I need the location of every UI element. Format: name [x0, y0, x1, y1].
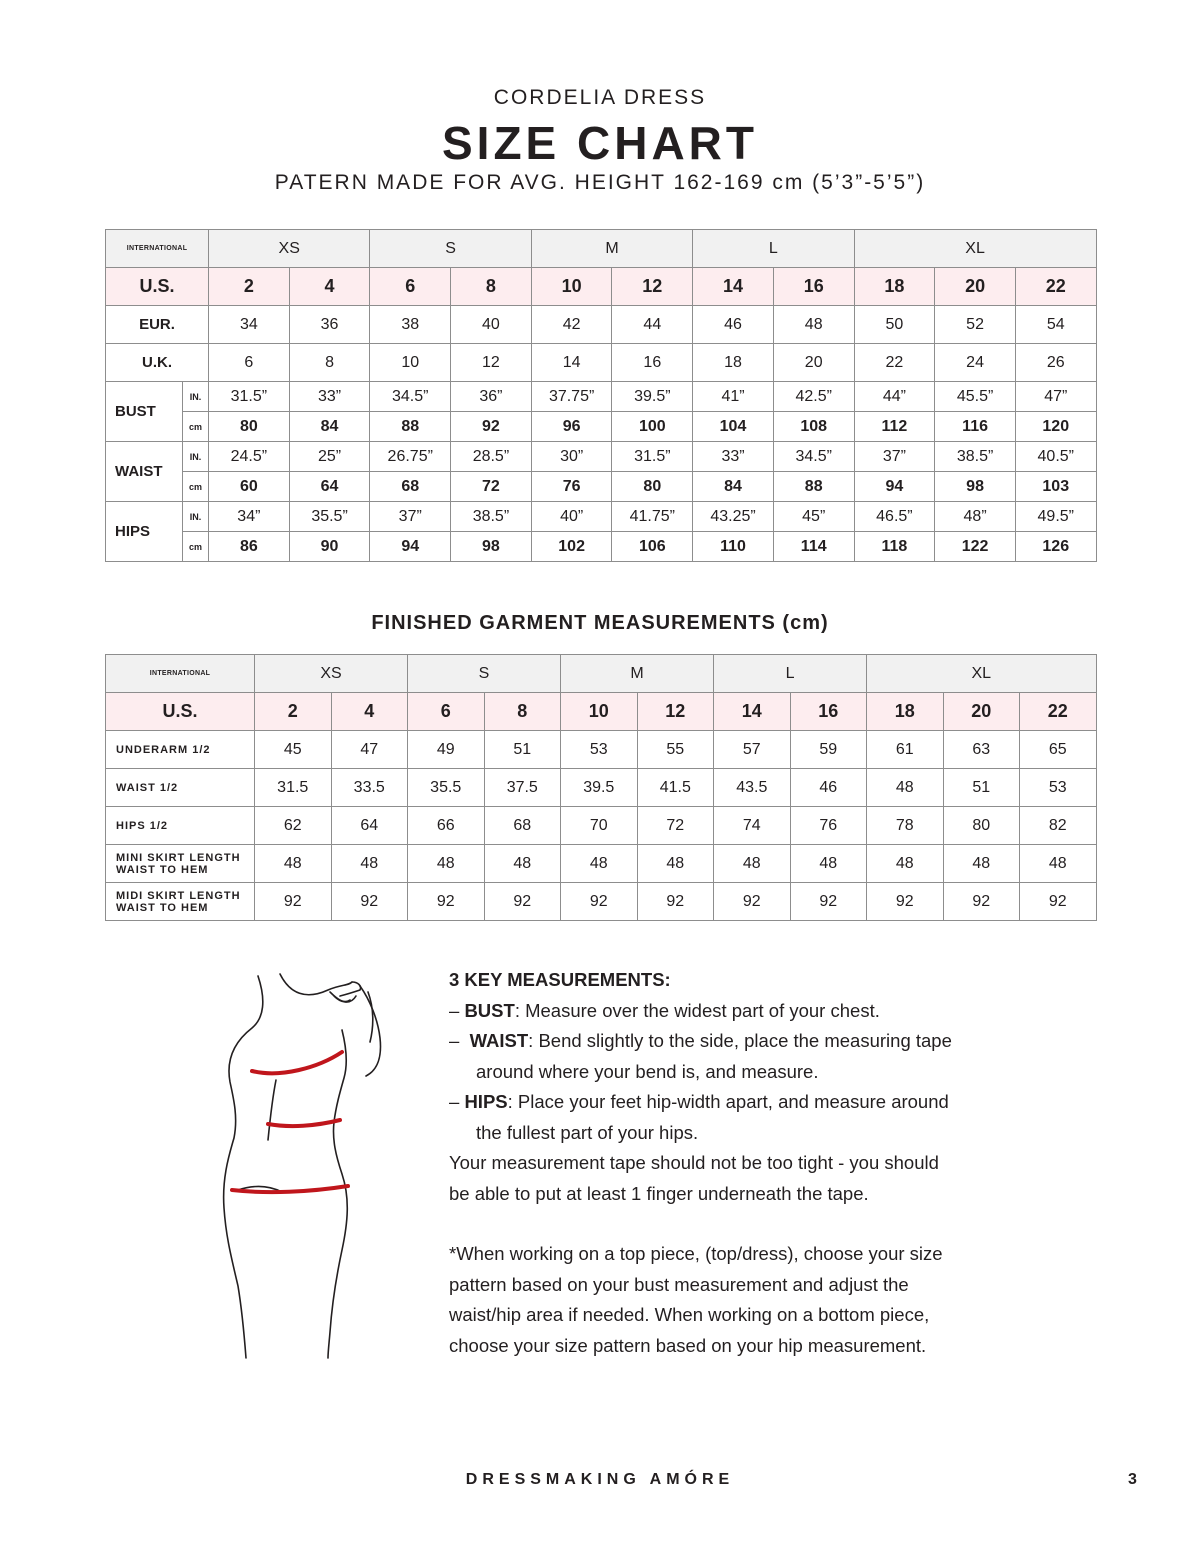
waist-inches-cell: 28.5”	[451, 442, 532, 472]
us-size-cell: 12	[637, 693, 714, 731]
us-size-cell: 8	[484, 693, 561, 731]
eur-size-cell: 44	[612, 306, 693, 344]
bust-inches-cell: 41”	[693, 382, 774, 412]
unit-inches-label: IN.	[183, 502, 209, 532]
garment-measurement-cell: 92	[561, 883, 638, 921]
us-size-cell: 6	[408, 693, 485, 731]
bust-label: BUST	[106, 382, 183, 442]
unit-cm-label: cm	[183, 412, 209, 442]
bust-inches-cell: 45.5”	[935, 382, 1016, 412]
hips-inches-cell: 48”	[935, 502, 1016, 532]
garment-measurement-row	[106, 845, 1097, 883]
eur-size-cell: 34	[209, 306, 290, 344]
us-size-cell: 14	[693, 268, 774, 306]
eur-size-cell: 48	[773, 306, 854, 344]
garment-measurement-cell: 53	[1020, 769, 1097, 807]
garment-measurement-cell: 55	[637, 731, 714, 769]
us-size-cell: 18	[854, 268, 935, 306]
hips-cm-cell: 118	[854, 532, 935, 562]
garment-measurement-cell: 80	[943, 807, 1020, 845]
bust-inches-cell: 39.5”	[612, 382, 693, 412]
us-size-cell: 20	[943, 693, 1020, 731]
waist-text: : Bend slightly to the side, place the measuring tape	[528, 1030, 952, 1051]
uk-size-cell: 8	[289, 344, 370, 382]
garment-measurement-cell: 33.5	[331, 769, 408, 807]
bust-cm-cell: 116	[935, 412, 1016, 442]
hips-text: : Place your feet hip-width apart, and measure around	[507, 1091, 949, 1112]
garment-measurement-cell: 48	[790, 845, 867, 883]
uk-size-cell: 6	[209, 344, 290, 382]
bust-cm-cell: 84	[289, 412, 370, 442]
hips-cm-cell: 98	[451, 532, 532, 562]
bust-cm-cell: 120	[1015, 412, 1096, 442]
hips-cm-cell: 106	[612, 532, 693, 562]
international-label: INTERNATIONAL	[106, 230, 209, 268]
body-outline	[224, 974, 381, 1358]
garment-measurement-cell: 48	[484, 845, 561, 883]
international-size-cell: L	[714, 655, 867, 693]
garment-measurement-label-line: MIDI SKIRT LENGTH	[116, 889, 241, 902]
waist-cm-cell: 68	[370, 472, 451, 502]
international-size-cell: XL	[854, 230, 1096, 268]
bust-tape	[252, 1052, 342, 1073]
bust-cm-cell: 80	[209, 412, 290, 442]
garment-measurement-cell: 92	[943, 883, 1020, 921]
bust-cm-cell: 108	[773, 412, 854, 442]
uk-size-cell: 24	[935, 344, 1016, 382]
eur-label: EUR.	[106, 306, 209, 344]
bust-text: : Measure over the widest part of your chest.	[514, 999, 880, 1021]
bust-cm-cell: 104	[693, 412, 774, 442]
waist-inches-cell: 25”	[289, 442, 370, 472]
uk-size-cell: 14	[531, 344, 612, 382]
waist-label: WAIST	[106, 442, 183, 502]
waist-cm-cell: 88	[773, 472, 854, 502]
garment-us-size-row	[106, 693, 1097, 731]
hips-inches-cell: 45”	[773, 502, 854, 532]
garment-measurement-cell: 92	[484, 883, 561, 921]
hips-inches-cell: 34”	[209, 502, 290, 532]
waist-inches-cell: 38.5”	[935, 442, 1016, 472]
hips-text-continued: the fullest part of your hips.	[476, 1121, 699, 1143]
tape-note-line-1: Your measurement tape should not be too tight - you should	[449, 1152, 939, 1173]
garment-measurements-table	[105, 654, 1097, 921]
garment-measurement-label-line: MINI SKIRT LENGTH	[116, 851, 241, 864]
garment-measurement-cell: 49	[408, 731, 485, 769]
bust-inches-cell: 42.5”	[773, 382, 854, 412]
unit-inches-label: IN.	[183, 382, 209, 412]
us-size-cell: 4	[331, 693, 408, 731]
bust-cm-cell: 96	[531, 412, 612, 442]
document-title: SIZE CHART	[442, 117, 758, 169]
uk-size-cell: 12	[451, 344, 532, 382]
garment-measurement-cell: 48	[867, 845, 944, 883]
waist-inches-cell: 34.5”	[773, 442, 854, 472]
waist-cm-cell: 103	[1015, 472, 1096, 502]
international-size-cell: XS	[209, 230, 370, 268]
hips-inches-cell: 41.75”	[612, 502, 693, 532]
garment-measurement-cell: 92	[255, 883, 332, 921]
waist-text-continued: around where your bend is, and measure.	[476, 1060, 819, 1082]
garment-measurement-label-line: WAIST 1/2	[116, 781, 179, 794]
garment-measurement-cell: 92	[331, 883, 408, 921]
hips-cm-cell: 90	[289, 532, 370, 562]
garment-measurement-cell: 48	[714, 845, 791, 883]
bust-inches-cell: 33”	[289, 382, 370, 412]
us-size-cell: 10	[531, 268, 612, 306]
bust-inches-cell: 36”	[451, 382, 532, 412]
international-size-cell: M	[561, 655, 714, 693]
eur-size-cell: 52	[935, 306, 1016, 344]
hips-cm-cell: 94	[370, 532, 451, 562]
waist-inches-cell: 40.5”	[1015, 442, 1096, 472]
hips-inches-cell: 38.5”	[451, 502, 532, 532]
hips-cm-cell: 114	[773, 532, 854, 562]
bust-inches-cell: 31.5”	[209, 382, 290, 412]
hips-cm-cell: 110	[693, 532, 774, 562]
garment-measurement-cell: 46	[790, 769, 867, 807]
eur-size-row	[106, 306, 1097, 344]
garment-measurement-cell: 47	[331, 731, 408, 769]
garment-measurement-label-line: UNDERARM 1/2	[116, 743, 211, 756]
garment-measurement-cell: 70	[561, 807, 638, 845]
uk-label: U.K.	[106, 344, 209, 382]
garment-measurement-label	[106, 807, 255, 845]
eur-size-cell: 46	[693, 306, 774, 344]
hips-inches-cell: 37”	[370, 502, 451, 532]
us-label: U.S.	[106, 268, 209, 306]
bust-cm-cell: 92	[451, 412, 532, 442]
size-note-line-3: waist/hip area if needed. When working on a bottom piece,	[449, 1304, 930, 1325]
garment-measurement-cell: 92	[1020, 883, 1097, 921]
page-number: 3	[1128, 1471, 1137, 1488]
uk-size-cell: 16	[612, 344, 693, 382]
garment-measurement-cell: 48	[943, 845, 1020, 883]
size-note-line-1: *When working on a top piece, (top/dress), choose your size	[449, 1243, 943, 1264]
uk-size-cell: 22	[854, 344, 935, 382]
hips-inches-row	[106, 502, 1097, 532]
garment-measurement-cell: 53	[561, 731, 638, 769]
uk-size-cell: 10	[370, 344, 451, 382]
hips-inches-cell: 49.5”	[1015, 502, 1096, 532]
international-label: INTERNATIONAL	[106, 655, 255, 693]
garment-measurement-cell: 59	[790, 731, 867, 769]
garment-measurement-cell: 35.5	[408, 769, 485, 807]
international-size-row	[106, 230, 1097, 268]
garment-measurement-cell: 43.5	[714, 769, 791, 807]
garment-measurement-label-line: WAIST TO HEM	[116, 863, 209, 876]
us-size-cell: 6	[370, 268, 451, 306]
bust-cm-cell: 112	[854, 412, 935, 442]
garment-measurement-cell: 39.5	[561, 769, 638, 807]
bust-inches-row	[106, 382, 1097, 412]
international-size-cell: S	[408, 655, 561, 693]
international-size-cell: XS	[255, 655, 408, 693]
eur-size-cell: 38	[370, 306, 451, 344]
international-size-cell: S	[370, 230, 531, 268]
hips-inches-cell: 40”	[531, 502, 612, 532]
garment-measurement-cell: 72	[637, 807, 714, 845]
garment-measurement-label	[106, 769, 255, 807]
waist-inches-cell: 33”	[693, 442, 774, 472]
us-size-cell: 12	[612, 268, 693, 306]
garment-measurement-cell: 92	[867, 883, 944, 921]
waist-inches-cell: 37”	[854, 442, 935, 472]
garment-measurement-row	[106, 883, 1097, 921]
eur-size-cell: 42	[531, 306, 612, 344]
us-label: U.S.	[106, 693, 255, 731]
garment-international-size-row	[106, 655, 1097, 693]
hips-cm-cell: 102	[531, 532, 612, 562]
garment-measurement-row	[106, 807, 1097, 845]
uk-size-cell: 20	[773, 344, 854, 382]
international-size-cell: M	[531, 230, 692, 268]
body-size-table	[105, 229, 1097, 562]
waist-cm-cell: 72	[451, 472, 532, 502]
bust-inches-cell: 47”	[1015, 382, 1096, 412]
footer-brand: DRESSMAKING AMÓRE	[465, 1471, 735, 1488]
garment-measurement-cell: 41.5	[637, 769, 714, 807]
garment-measurement-cell: 51	[484, 731, 561, 769]
waist-cm-cell: 98	[935, 472, 1016, 502]
hips-term: HIPS	[464, 1091, 508, 1112]
hips-cm-cell: 122	[935, 532, 1016, 562]
us-size-cell: 8	[451, 268, 532, 306]
hips-instruction: – HIPS: Place your feet hip-width apart, and measure around	[449, 1091, 949, 1112]
waist-inches-cell: 30”	[531, 442, 612, 472]
garment-measurement-cell: 48	[255, 845, 332, 883]
garment-measurement-cell: 63	[943, 731, 1020, 769]
size-note-line-4: choose your size pattern based on your hip measurement.	[449, 1334, 927, 1356]
unit-cm-label: cm	[183, 532, 209, 562]
hips-inches-cell: 46.5”	[854, 502, 935, 532]
garment-measurement-cell: 48	[408, 845, 485, 883]
garment-measurement-cell: 62	[255, 807, 332, 845]
measuring-tapes	[232, 1052, 348, 1192]
size-note-line-2: pattern based on your bust measurement and adjust the	[449, 1273, 909, 1295]
waist-instruction: – WAIST: Bend slightly to the side, place the measuring tape	[449, 1030, 952, 1051]
us-size-cell: 22	[1015, 268, 1096, 306]
us-size-cell: 14	[714, 693, 791, 731]
eur-size-cell: 40	[451, 306, 532, 344]
us-size-cell: 4	[289, 268, 370, 306]
garment-section-title: FINISHED GARMENT MEASUREMENTS (cm)	[371, 612, 829, 634]
garment-measurement-cell: 48	[331, 845, 408, 883]
garment-measurement-cell: 74	[714, 807, 791, 845]
hips-inches-cell: 43.25”	[693, 502, 774, 532]
hips-cm-row	[106, 532, 1097, 562]
garment-measurement-cell: 45	[255, 731, 332, 769]
hips-cm-cell: 86	[209, 532, 290, 562]
unit-inches-label: IN.	[183, 442, 209, 472]
garment-measurement-cell: 48	[637, 845, 714, 883]
garment-measurement-label-line: HIPS 1/2	[116, 819, 169, 832]
garment-measurement-cell: 48	[867, 769, 944, 807]
unit-cm-label: cm	[183, 472, 209, 502]
waist-cm-cell: 60	[209, 472, 290, 502]
bust-term: BUST	[464, 999, 515, 1021]
garment-measurement-cell: 66	[408, 807, 485, 845]
garment-measurement-cell: 68	[484, 807, 561, 845]
key-measurements-title: 3 KEY MEASUREMENTS:	[449, 969, 671, 990]
garment-measurement-cell: 31.5	[255, 769, 332, 807]
waist-cm-row	[106, 472, 1097, 502]
garment-measurement-cell: 65	[1020, 731, 1097, 769]
garment-measurement-cell: 92	[714, 883, 791, 921]
bust-inches-cell: 44”	[854, 382, 935, 412]
waist-cm-cell: 94	[854, 472, 935, 502]
garment-measurement-label	[106, 731, 255, 769]
waist-cm-cell: 80	[612, 472, 693, 502]
us-size-cell: 16	[790, 693, 867, 731]
garment-measurement-cell: 92	[408, 883, 485, 921]
garment-measurement-cell: 57	[714, 731, 791, 769]
us-size-cell: 22	[1020, 693, 1097, 731]
garment-measurement-cell: 48	[561, 845, 638, 883]
garment-measurement-cell: 82	[1020, 807, 1097, 845]
eur-size-cell: 54	[1015, 306, 1096, 344]
bust-instruction: – BUST: Measure over the widest part of your chest.	[449, 999, 880, 1021]
waist-inches-cell: 24.5”	[209, 442, 290, 472]
garment-measurement-cell: 48	[1020, 845, 1097, 883]
us-size-row	[106, 268, 1097, 306]
garment-measurement-cell: 64	[331, 807, 408, 845]
garment-measurement-row	[106, 769, 1097, 807]
waist-cm-cell: 84	[693, 472, 774, 502]
us-size-cell: 20	[935, 268, 1016, 306]
height-note: PATERN MADE FOR AVG. HEIGHT 162-169 cm (5’3”-5’5”)	[274, 171, 926, 194]
us-size-cell: 16	[773, 268, 854, 306]
uk-size-row	[106, 344, 1097, 382]
us-size-cell: 2	[209, 268, 290, 306]
uk-size-cell: 26	[1015, 344, 1096, 382]
bust-cm-cell: 100	[612, 412, 693, 442]
document-subtitle: CORDELIA DRESS	[493, 86, 707, 109]
bust-cm-cell: 88	[370, 412, 451, 442]
garment-measurement-cell: 37.5	[484, 769, 561, 807]
us-size-cell: 2	[255, 693, 332, 731]
garment-measurement-cell: 61	[867, 731, 944, 769]
waist-tape	[268, 1120, 340, 1126]
garment-measurement-label	[106, 845, 255, 883]
waist-inches-cell: 31.5”	[612, 442, 693, 472]
international-size-cell: XL	[867, 655, 1097, 693]
bust-cm-row	[106, 412, 1097, 442]
hips-cm-cell: 126	[1015, 532, 1096, 562]
international-size-cell: L	[693, 230, 854, 268]
body-figure-illustration	[210, 960, 400, 1360]
garment-measurement-cell: 92	[637, 883, 714, 921]
us-size-cell: 18	[867, 693, 944, 731]
uk-size-cell: 18	[693, 344, 774, 382]
key-measurements-section	[449, 965, 1009, 1361]
garment-measurement-label	[106, 883, 255, 921]
eur-size-cell: 50	[854, 306, 935, 344]
waist-term: WAIST	[469, 1030, 529, 1051]
waist-inches-row	[106, 442, 1097, 472]
garment-measurement-cell: 92	[790, 883, 867, 921]
bust-inches-cell: 37.75”	[531, 382, 612, 412]
garment-measurement-cell: 78	[867, 807, 944, 845]
waist-inches-cell: 26.75”	[370, 442, 451, 472]
garment-measurement-cell: 51	[943, 769, 1020, 807]
garment-measurement-row	[106, 731, 1097, 769]
garment-measurement-label-line: WAIST TO HEM	[116, 901, 209, 914]
garment-measurement-cell: 76	[790, 807, 867, 845]
bust-inches-cell: 34.5”	[370, 382, 451, 412]
us-size-cell: 10	[561, 693, 638, 731]
tape-note-line-2: be able to put at least 1 finger underneath the tape.	[449, 1182, 869, 1204]
eur-size-cell: 36	[289, 306, 370, 344]
waist-cm-cell: 64	[289, 472, 370, 502]
hips-inches-cell: 35.5”	[289, 502, 370, 532]
waist-cm-cell: 76	[531, 472, 612, 502]
hips-label: HIPS	[106, 502, 183, 562]
